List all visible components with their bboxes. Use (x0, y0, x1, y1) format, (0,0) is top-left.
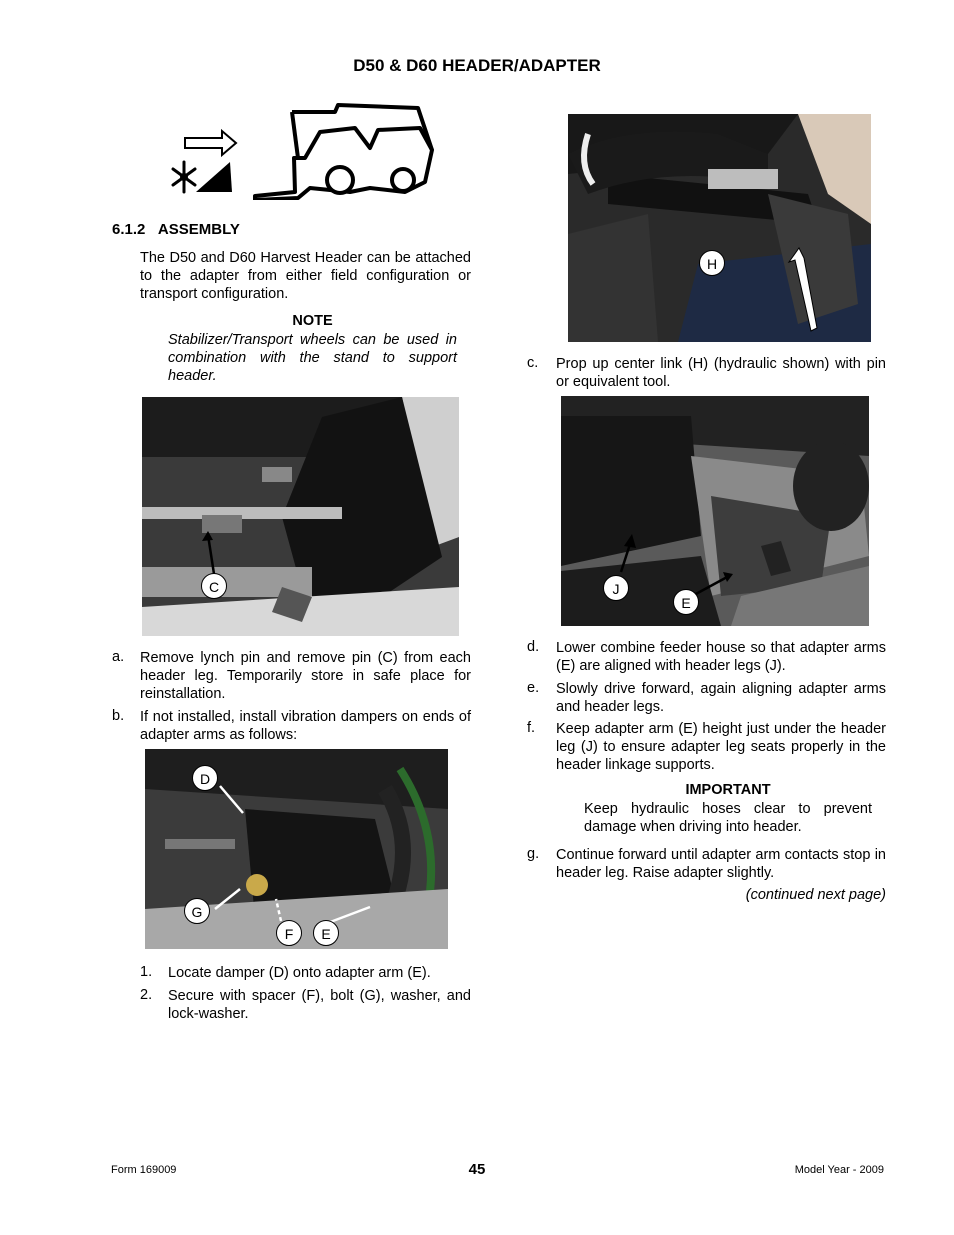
page-number: 45 (468, 1161, 486, 1178)
page-title: D50 & D60 HEADER/ADAPTER (353, 56, 601, 75)
step-d-marker: d. (527, 639, 540, 655)
label-j: J (603, 575, 629, 601)
label-d: D (192, 765, 218, 791)
combine-header-icon (170, 100, 440, 200)
step-f-marker: f. (527, 720, 536, 736)
step-e-marker: e. (527, 680, 540, 696)
section-heading (112, 221, 240, 238)
substep-1-marker: 1. (140, 964, 153, 980)
step-a-marker: a. (112, 649, 125, 665)
footer-form: Form 169009 (111, 1164, 177, 1176)
step-c-marker: c. (527, 355, 539, 371)
section-number: 6.1.2 (112, 221, 146, 238)
intro-paragraph: The D50 and D60 Harvest Header can be attached to the adapter from either field configuration or transport configuration. (140, 250, 471, 302)
section-title: ASSEMBLY (157, 221, 240, 238)
label-g: G (184, 898, 210, 924)
step-g-text: Continue forward until adapter arm contacts stop in header leg. Raise adapter slightly. (556, 847, 886, 881)
substep-1-text: Locate damper (D) onto adapter arm (E). (168, 965, 431, 981)
label-e: E (313, 920, 339, 946)
photo-center-link (568, 114, 871, 342)
photo-header-leg-pin (142, 397, 459, 636)
step-g-marker: g. (527, 846, 540, 862)
label-f: F (276, 920, 302, 946)
step-a-text: Remove lynch pin and remove pin (C) from each header leg. Temporarily store in safe place for reinstallation. (140, 650, 471, 702)
important-heading: IMPORTANT (685, 782, 771, 798)
note-text: Stabilizer/Transport wheels can be used in combination with the stand to support header. (168, 332, 457, 384)
step-e-text: Slowly drive forward, again aligning adapter arms and header legs. (556, 681, 886, 715)
substep-2-marker: 2. (140, 987, 153, 1003)
note-heading: NOTE (292, 313, 333, 329)
step-b-marker: b. (112, 708, 125, 724)
footer-model-year: Model Year - 2009 (794, 1164, 884, 1176)
continued-note: (continued next page) (745, 887, 886, 903)
important-text: Keep hydraulic hoses clear to prevent damage when driving into header. (584, 801, 872, 835)
label-c: C (201, 573, 227, 599)
step-d-text: Lower combine feeder house so that adapter arms (E) are aligned with header legs (J). (556, 640, 886, 674)
label-e-2: E (673, 589, 699, 615)
step-f-text: Keep adapter arm (E) height just under the header leg (J) to ensure adapter leg seats properly in the header linkage supports. (556, 721, 886, 773)
substep-2-text: Secure with spacer (F), bolt (G), washer, and lock-washer. (168, 988, 471, 1022)
label-h: H (699, 250, 725, 276)
step-c-text: Prop up center link (H) (hydraulic shown) with pin or equivalent tool. (556, 356, 886, 390)
step-b-text: If not installed, install vibration dampers on ends of adapter arms as follows: (140, 709, 471, 743)
